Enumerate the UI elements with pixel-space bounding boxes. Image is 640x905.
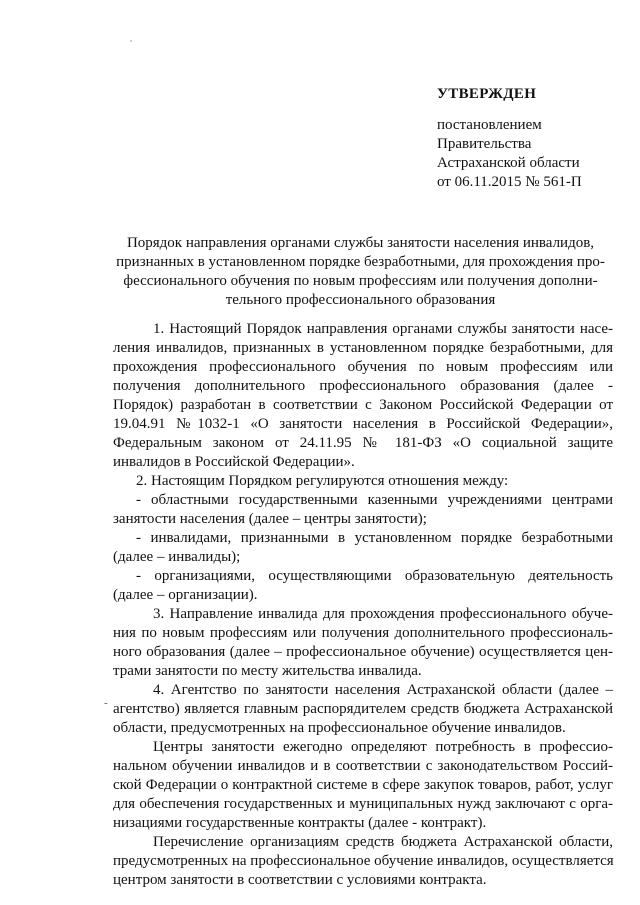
body-line: нальном обучении инвалидов и в соответствии с законодательством Россий- (113, 758, 613, 774)
body-line: ления инвалидов, признанных в установленном порядке безработными, для (113, 340, 613, 356)
body-line: ного образования (далее – профессиональное обучение) осуществляется цен- (113, 644, 613, 660)
body-line: Порядок) разработан в соответствии с Законом Российской Федерации от (113, 397, 613, 413)
approval-title: УТВЕРЖДЕН (437, 86, 537, 102)
body-line: (далее – инвалиды); (113, 549, 241, 565)
body-line: - инвалидами, признанными в установленном порядке безработными (136, 530, 613, 546)
body-line: - областными государственными казенными учреждениями центрами (136, 492, 613, 508)
body-line: - организациями, осуществляющими образовательную деятельность (136, 568, 613, 584)
approval-stamp (437, 85, 582, 192)
scan-speck (130, 40, 132, 42)
body-line: ния по новым профессиям или получения дополнительного профессиональ- (113, 625, 613, 641)
body-line: (далее – организации). (113, 587, 258, 603)
body-line: Перечисление организациям средств бюджета Астраханской области, (153, 834, 613, 850)
body-line: предусмотренных на профессиональное обучение инвалидов, осуществляется (113, 853, 614, 869)
body-line: агентство) является главным распорядителем средств бюджета Астраханской (113, 701, 613, 717)
body-line: Центры занятости ежегодно определяют потребность в профессио- (153, 739, 613, 755)
heading-line: признанных в установленном порядке безработными, для прохождения про- (116, 254, 605, 270)
approval-line: постановлением (437, 117, 542, 133)
body-line: прохождения профессионального обучения по новым профессиям или (113, 359, 613, 375)
body-line: Федеральным законом от 24.11.95 № 181-ФЗ «О социальной защите (113, 435, 613, 451)
body-line: 1. Настоящий Порядок направления органами службы занятости насе- (153, 321, 613, 337)
body-line: для обеспечения государственных и муниципальных нужд заключают с орга- (113, 796, 613, 812)
approval-line: Правительства (437, 136, 532, 152)
body-line: 19.04.91 №1032-1 «О занятости населения в Российской Федерации», (113, 416, 613, 432)
heading-line: фессионального обучения по новым профессиям или получения дополни- (123, 273, 598, 289)
body-line: 4. Агентство по занятости населения Астраханской области (далее – (153, 682, 613, 698)
body-line: области, предусмотренных на профессиональное обучение инвалидов. (113, 720, 566, 736)
body-line: 2. Настоящим Порядком регулируются отношения между: (136, 473, 509, 489)
document-heading (108, 234, 613, 310)
body-line: ской Федерации о контрактной системе в сфере закупок товаров, работ, услуг (113, 777, 613, 793)
heading-line: тельного профессионального образования (225, 292, 496, 308)
body-line: 3. Направление инвалида для прохождения профессионального обуче- (153, 606, 613, 622)
margin-mark: - (104, 697, 108, 709)
heading-line: Порядок направления органами службы занятости населения инвалидов, (126, 235, 595, 251)
body-line: центром занятости в соответствии с условиями контракта. (113, 872, 487, 888)
document-body (113, 320, 613, 890)
body-line: получения дополнительного профессионального образования (далее - (113, 378, 613, 394)
body-line: инвалидов в Российской Федерации». (113, 454, 355, 470)
body-line: низациями государственные контракты (далее - контракт). (113, 815, 487, 831)
body-line: трами занятости по месту жительства инвалида. (113, 663, 422, 679)
approval-line: от 06.11.2015 № 561-П (437, 174, 582, 190)
body-line: занятости населения (далее – центры занятости); (113, 511, 427, 527)
approval-line: Астраханской области (437, 155, 580, 171)
